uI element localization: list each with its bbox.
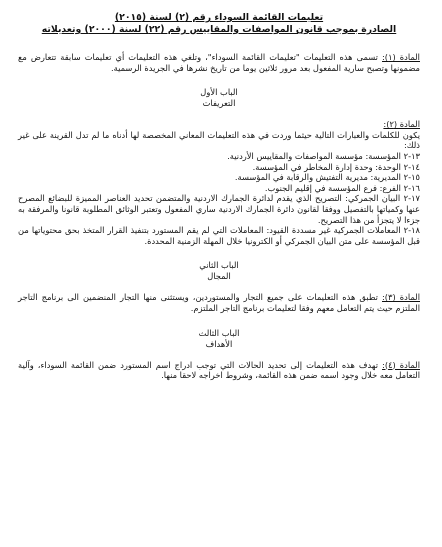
chapter-2-title: المجال xyxy=(207,271,231,282)
chapter-2-heading-block xyxy=(18,260,420,282)
article-4-text: تهدف هذه التعليمات إلى تحديد الحالات التي توجب ادراج اسم المستورد ضمن القائمة السوداء، وآلية التعامل معه خلال وجود اسمه ضمن هذه القائمة، وشروط اخراجه لاحقا منها. xyxy=(18,359,420,381)
chapter-1-heading: الباب الأول xyxy=(200,87,238,98)
definition-item: ١٨-٢ المعاملات الجمركية غير مسددة القيود: المعاملات التي لم يقم المستورد بتنفيذ القرار المتخذ بحق محتوياتها من قبل المؤسسة على متن البيان الجمركي أو الكترونيا خلال المهلة الزمنية المحددة. xyxy=(18,225,420,246)
document-title-text: تعليمات القائمة السوداء رقم (٢) لسنة (٢٠١٥) xyxy=(114,12,324,23)
article-2-label: المادة (٢): xyxy=(383,119,420,130)
document-subtitle-text: الصادرة بموجب قانون المواصفات والمقاييس رقم (٢٢) لسنة (٢٠٠٠) وتعديلاته xyxy=(41,24,397,35)
article-1 xyxy=(18,52,420,73)
definition-item: ١٣-٢ المؤسسة: مؤسسة المواصفات والمقاييس الأردنية. xyxy=(227,150,420,161)
article-2 xyxy=(18,119,420,246)
article-1-label: المادة (١): xyxy=(382,52,420,62)
article-4 xyxy=(18,360,420,381)
article-2-intro: يكون للكلمات والعبارات التالية حيثما وردت في هذه التعليمات المعاني المخصصة لها أدناه ما لم تدل القرينة على غير ذلك: xyxy=(18,129,420,151)
document-title xyxy=(18,12,420,24)
article-4-label: المادة (٤): xyxy=(382,359,420,370)
document-subtitle xyxy=(18,24,420,36)
chapter-3-title: الأهداف xyxy=(205,338,233,349)
definition-item: ١٤-٢ الوحدة: وحدة إدارة المخاطر في المؤسسة. xyxy=(252,161,420,172)
definition-item: ١٧-٢ البيان الجمركي: التصريح الذي يقدم لدائرة الجمارك الاردنية والمتضمن تحديد العناصر المميزة للبضائع المصرح عنها وكمياتها بالتفصيل ووفقا لقانون دائرة الجمارك الاردنية ساري المفعول وتعتبر الوثائق المطلوبة قانونا والمرفقة به جزءا لا يتجزأ من هذا التصريح. xyxy=(18,193,420,225)
article-3-label: المادة (٣): xyxy=(382,292,420,303)
chapter-3-heading-block xyxy=(18,328,420,350)
definition-item: ١٦-٢ الفرع: فرع المؤسسة في إقليم الجنوب. xyxy=(264,182,420,193)
definition-item: ١٥-٢ المديرية: مديرية التفتيش والرقابة في المؤسسة. xyxy=(234,172,420,183)
article-3 xyxy=(18,292,420,313)
article-1-text: تسمى هذه التعليمات "تعليمات القائمة السوداء"، وتلغي هذه التعليمات أي تعليمات سابقة تتعارض مع مضمونها وتصبح سارية المفعول بعد مرور ثلاثين يوما من تاريخ نشرها في الجريدة الرسمية. xyxy=(18,52,420,73)
chapter-3-heading: الباب الثالث xyxy=(198,327,240,338)
chapter-2-heading: الباب الثاني xyxy=(199,260,239,271)
chapter-1-title: التعريفات xyxy=(202,98,236,109)
article-3-text: تطبق هذه التعليمات على جميع التجار والمستوردين، ويستثنى منها التجار المنضمين الى برنامج التاجر الملتزم حيث يتم التعامل معهم وفقا لتعليمات برنامج التاجر الملتزم. xyxy=(18,292,420,313)
chapter-1-heading-block xyxy=(18,87,420,109)
